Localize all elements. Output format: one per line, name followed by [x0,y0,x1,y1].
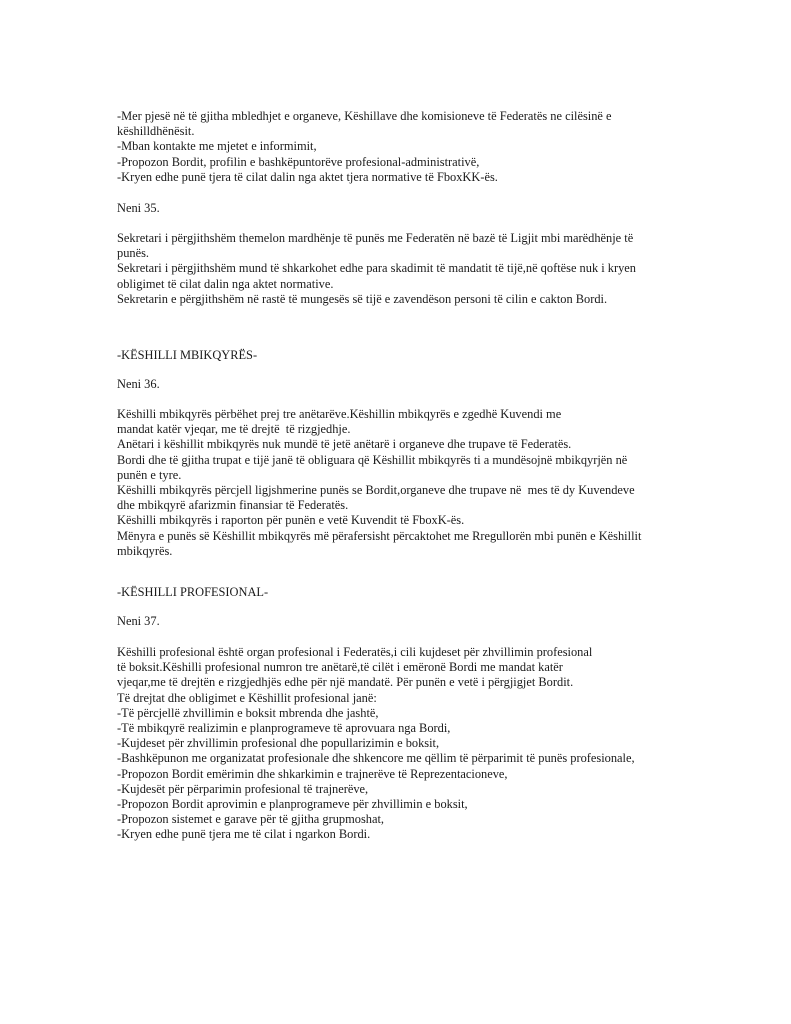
text-line: Bordi dhe të gjitha trupat e tijë janë të obliguara që Këshillit mbikqyrës ti a mundësojnë mbikqyrjën në [117,452,628,467]
text-line: Këshilli profesional është organ profesional i Federatës,i cili kujdeset për zhvillimin profesional [117,645,593,659]
text-line: Sekretari i përgjithshëm mund të shkarkohet edhe para skadimit të mandatit të tijë,në qoftëse nuk i kryen [117,261,636,276]
article-number: Neni 35. [117,201,160,215]
text-line: Mënyra e punës së Këshillit mbikqyrës më përafersisht përcaktohet me Rregullorën mbi punën e Këshillit [117,528,642,543]
list-item: -Të përcjellë zhvillimin e boksit mbrenda dhe jashtë, [117,705,379,720]
text-line: vjeqar,me të drejtën e rizgjedhjës edhe për një mandatë. Për punën e vetë i përgjigjet Bordit. [117,675,574,690]
list-item: -Propozon Bordit aprovimin e planprogrameve për zhvillimin e boksit, [117,797,468,812]
list-item: -Kryen edhe punë tjera me të cilat i ngarkon Bordi. [117,827,371,842]
text-line: Anëtari i këshillit mbikqyrës nuk mundë të jetë anëtarë i organeve dhe trupave të Federatës. [117,437,572,452]
article-number: Neni 37. [117,614,160,628]
text-line: Këshilli mbikqyrës përbëhet prej tre anëtarëve.Këshillin mbikqyrës e zgedhë Kuvendi me [117,407,562,421]
text-line: -Propozon Bordit, profilin e bashkëpuntorëve profesional-administrativë, [117,154,480,169]
text-line: Këshilli mbikqyrës përcjell ligjshmerine punës se Bordit,organeve dhe trupave në mes të dy Kuvendeve [117,483,635,498]
text-line: punës. [117,246,150,261]
text-line: Sekretari i përgjithshëm themelon mardhënje të punës me Federatën në bazë të Ligjit mbi marëdhënje të [117,231,634,245]
text-line: obligimet të cilat dalin nga aktet normative. [117,276,334,291]
paragraph-article-36 [117,407,677,559]
text-line: punën e tyre. [117,467,182,482]
section-heading-mbikqyres [117,348,677,363]
section-heading-profesional [117,585,677,600]
text-line: Të drejtat dhe obligimet e Këshillit profesional janë: [117,690,377,705]
article-number: Neni 36. [117,377,160,391]
paragraph-article-35 [117,231,677,307]
text-line: mbikqyrës. [117,543,173,558]
list-item: -Të mbikqyrë realizimin e planprogrameve të aprovuara nga Bordi, [117,721,451,736]
text-line: të boksit.Këshilli profesional numron tre anëtarë,të cilët i emëronë Bordi me mandat katër [117,660,563,675]
list-item: -Kujdeset për zhvillimin profesional dhe popullarizimin e boksit, [117,736,440,751]
text-line: Sekretarin e përgjithshëm në rastë të mungesës së tijë e zavendëson personi të cilin e cakton Bordi. [117,291,608,306]
list-item: -Bashkëpunon me organizatat profesionale dhe shkencore me qëllim të përparimit të punës profesionale, [117,751,635,766]
text-line: këshilldhënësit. [117,124,195,139]
article-35-heading [117,201,677,216]
paragraph-article-37 [117,645,677,843]
section-title: -KËSHILLI MBIKQYRËS- [117,348,258,362]
list-item: -Kujdesët për përparimin profesional të trajnerëve, [117,781,369,796]
article-36-heading [117,377,677,392]
text-line: -Kryen edhe punë tjera të cilat dalin nga aktet tjera normative të FboxKK-ës. [117,169,498,184]
text-line: -Mer pjesë në të gjitha mbledhjet e organeve, Këshillave dhe komisioneve të Federatës ne cilësinë e [117,109,612,123]
list-item: -Propozon Bordit emërimin dhe shkarkimin e trajnerëve të Reprezentacioneve, [117,766,508,781]
paragraph-duties-secretary [117,109,677,185]
list-item: -Propozon sistemet e garave për të gjitha grupmoshat, [117,812,385,827]
section-title: -KËSHILLI PROFESIONAL- [117,585,269,599]
text-line: mandat katër vjeqar, me të drejtë të rizgjedhje. [117,422,351,437]
text-line: dhe mbikqyrë afarizmin finansiar të Federatës. [117,498,349,513]
article-37-heading [117,614,677,629]
text-line: -Mban kontakte me mjetet e informimit, [117,139,317,154]
text-line: Këshilli mbikqyrës i raporton për punën e vetë Kuvendit të FboxK-ës. [117,513,465,528]
